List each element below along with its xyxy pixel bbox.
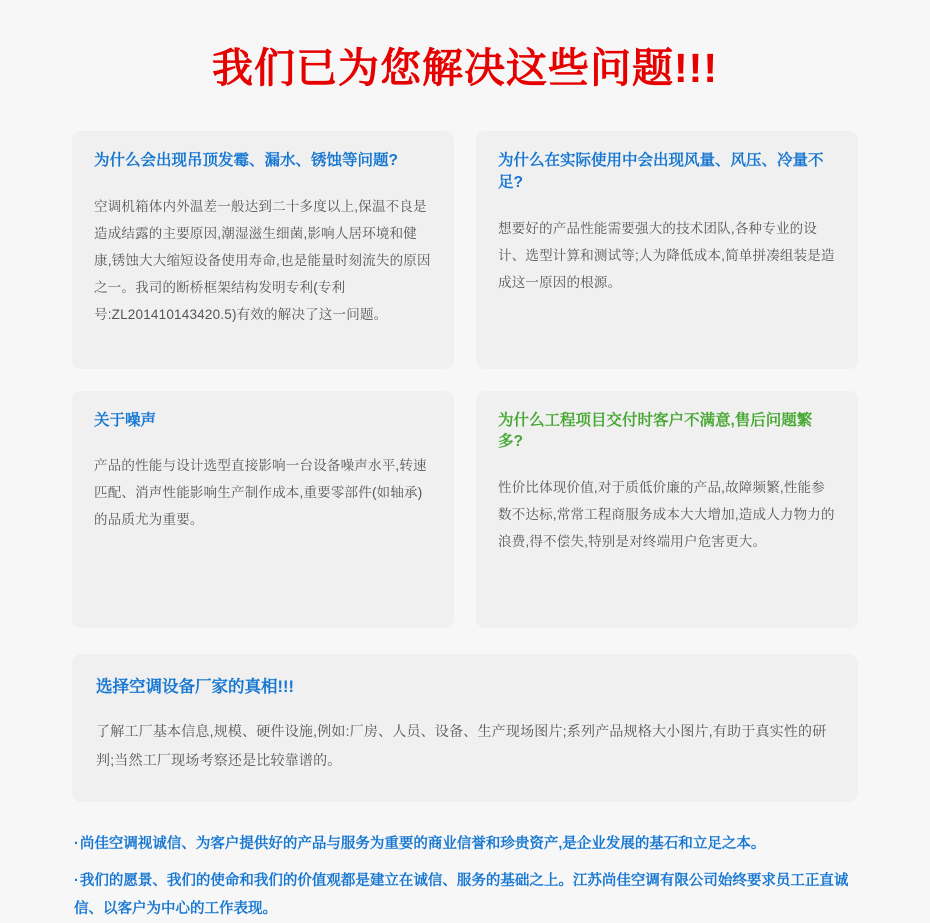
faq-card-header <box>72 391 454 447</box>
truth-card-title: 选择空调设备厂家的真相!!! <box>96 677 294 696</box>
faq-card-header <box>476 131 858 208</box>
faq-card <box>72 131 454 368</box>
faq-card-header <box>72 131 454 187</box>
truth-card-body: 了解工厂基本信息,规模、硬件设施,例如:厂房、人员、设备、生产现场图片;系列产品规格大小图片,有助于真实性的研判;当然工厂现场考察还是比较靠谱的。 <box>96 723 827 768</box>
truth-card <box>72 654 858 802</box>
faq-card-title: 关于噪声 <box>94 411 157 429</box>
truth-card-header <box>72 654 858 713</box>
faq-card-title: 为什么工程项目交付时客户不满意,售后问题繁多? <box>498 411 813 451</box>
footer-line <box>74 867 856 923</box>
faq-card-body: 产品的性能与设计选型直接影响一台设备噪声水平,转速匹配、消声性能影响生产制作成本,重要零部件(如轴承)的品质尤为重要。 <box>94 458 427 528</box>
footer-line <box>74 830 856 858</box>
faq-card-title: 为什么会出现吊顶发霉、漏水、锈蚀等问题? <box>94 152 398 170</box>
page-title: 我们已为您解决这些问题!!! <box>212 45 718 91</box>
bullet-marker: · <box>74 872 80 889</box>
footer-line-text: 我们的愿景、我们的使命和我们的价值观都是建立在诚信、服务的基础之上。江苏尚佳空调有限公司始终要求员工正直诚信、以客户为中心的工作表现。 <box>74 872 849 917</box>
faq-card <box>476 391 858 628</box>
faq-card-title: 为什么在实际使用中会出现风量、风压、冷量不足? <box>498 152 824 191</box>
faq-card <box>72 391 454 628</box>
faq-card-body: 性价比体现价值,对于质低价廉的产品,故障频繁,性能参数不达标,常常工程商服务成本大大增加,造成人力物力的浪费,得不偿失,特别是对终端用户危害更大。 <box>498 479 835 549</box>
footer-statements <box>74 830 856 923</box>
faq-card <box>476 131 858 368</box>
faq-card-header <box>476 391 858 468</box>
bullet-marker: · <box>74 836 80 853</box>
faq-card-grid <box>0 131 930 628</box>
faq-card-body: 空调机箱体内外温差一般达到二十多度以上,保温不良是造成结露的主要原因,潮湿滋生细菌,影响人居环境和健康,锈蚀大大缩短设备使用寿命,也是能量时刻流失的原因之一。我司的断桥框架结构发明专利(专利号:ZL201410143420.5)有效的解决了这一问题。 <box>94 198 431 322</box>
footer-line-text: 尚佳空调视诚信、为客户提供好的产品与服务为重要的商业信誉和珍贵资产,是企业发展的基石和立足之本。 <box>79 836 766 853</box>
faq-card-body: 想要好的产品性能需要强大的技术团队,各种专业的设计、选型计算和测试等;人为降低成本,简单拼凑组装是造成这一原因的根源。 <box>498 220 835 290</box>
